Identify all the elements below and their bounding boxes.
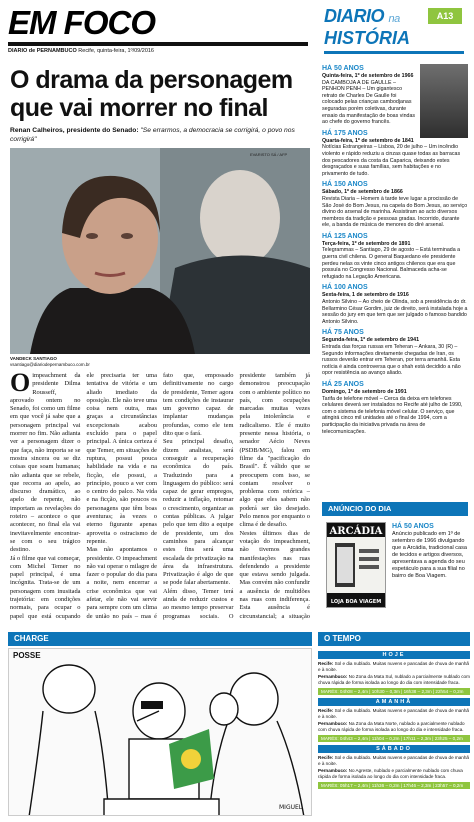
ad-brand: ARCÁDIA — [329, 526, 383, 537]
cartoon-illustration — [9, 649, 312, 816]
cartoon-panel — [8, 648, 312, 816]
history-date: Domingo, 1º de setembro de 1991 — [322, 388, 407, 395]
history-text: Tarifa de telefone móvel – Cerca da deixa em telefones celulares deverá ser instalados no Recife até julho de 1990, com o sistema de telefonia móvel celular. O serviço, que atingirá cinco mil unidades até o final de 1994, com a participação da iniciativa privada na área de telecomunicações. — [322, 395, 463, 435]
tide-times: MARÉS: 04h08 – 2,4m | 10h30 – 0,3m | 16h38 – 2,3m | 22h54 – 0,2m — [318, 688, 470, 695]
history-ago: HÁ 75 ANOS — [322, 329, 364, 337]
article-paragraph: Seu principal desafio, dizem analistas, será conseguir a recuperação econômica do país. Traduzindo para a linguagem do público: será capaz de gerar empregos, reduzir a inflação, retomar o crescimento, organizar as contas públicas. A julgar pelo que tem dito a equipe de presidente, um dos caminhos para alcançar estes fins será uma escalada de privatização na área da infraestrutura. Privatização é algo de que se pode falar abertamente. — [163, 438, 234, 587]
history-entry — [322, 180, 468, 229]
deck-quote: "Se errarmos, a democracia se corrigirá, o povo nos corrigirá" — [10, 127, 295, 143]
weather-day-label: SÁBADO — [318, 745, 470, 753]
history-rule — [324, 51, 464, 54]
weather-forecast — [318, 648, 470, 790]
weather-day — [318, 745, 470, 789]
tide-times: MARÉS: 04h43 – 2,4m | 11h04 – 0,2m | 17h11 – 2,3m | 23h25 – 0,2m — [318, 735, 470, 742]
weather-day — [318, 698, 470, 742]
history-text: Notícias Estrangeiras – Lisboa, 20 de julho – Um incêndio violento e rápido reduziu a cinzas quase todas as barracas dos pescadores da costa da Caparica, deixando estes desgraçados e suas famílias, sem habitações e no privamento de tudo. — [322, 144, 461, 177]
article-paragraph: Oimpeachment da presidente Dilma Rousseff, aprovado ontem no Senado, foi como um filme em que você já sabe que a personagem principal vai morrer no fim. Não adianta ver a personagem dizer o que faça, não importa se se mostra sincera ou se diz coisas que soam humanas; não adianta que se rebele, que recorra ao apelo, ao discurso dramático, ao apelo de repente, não importam as revelações do roteiro – acontece o que acontecer, no final ela vai inevitavelmente encontrar-se com o seu trágico destino. — [10, 372, 81, 554]
history-brand: DIARIO na — [324, 6, 400, 26]
cartoon-caption: POSSE — [13, 651, 41, 660]
history-date: Sexta-feira, 1 de setembro de 1916 — [322, 292, 409, 299]
history-brand-line2: HISTÓRIA — [324, 28, 411, 48]
article-deck — [10, 126, 310, 144]
author-name: VANDECK SANTIAGO — [10, 356, 57, 361]
article-body — [10, 372, 310, 624]
history-date: Terça-feira, 1º de setembro de 1891 — [322, 240, 411, 247]
weather-day-label: HOJE — [318, 651, 470, 659]
article-paragraph: Além disso, Temer terá ainda de reduzir custos e ao mesmo tempo preservar programas sociais. O presidente também já demonstrou preocupação com o ambiente político no país, com ocupações marcadas muitas vezes pela intolerância e radicalismo. Ele é muito presente nessa história, o senador Aécio Neves (PSDB/MG), falou em filme da "pacificação do Brasil". É válido que se preocupem com isso, se contam resolver o problema com retórica – algo que eles sabem não poderá ser tão desejado. Pelo menos por enquanto o clima é de desafio. — [163, 372, 310, 620]
page-number-badge: A13 — [428, 8, 462, 24]
drop-cap: O — [10, 372, 31, 397]
history-entries — [322, 64, 468, 492]
weather-line: Pernambuco: Na Zona da Mata Norte, nublado a parcialmente nublado com chuva rápida de forma isolada ao longo do dia e intensidade fraca. — [318, 721, 465, 732]
article-paragraph: Já o filme que vai começar, com Michel Temer no papel principal, é uma incógnita. Trata-se de um personagem com inusitada trajetória: em condições normais, para ocupar o papel que está ocupando ele precisaria ter uma tentativa de vitória e um aliado imediato da oposição. Ele não teve uma coisa nem outra, mas graças a circunstâncias excepcionais acabou excluído para o papel principal. A única certeza é que Temer, em situações de ruptura, possui pouca habilidade na vida e na ficção, ele possui, a princípio, pouco a ver com o centro do palco. Na vida e na ficção, são poucos os personagens que têm boas aventuras; às vezes o eterno figurante apenas aproveita o ostracismo de repente. — [10, 372, 157, 620]
ad-description — [392, 522, 468, 580]
arcadia-ad-image — [326, 522, 386, 608]
history-date: Segunda-feira, 1º de setembro de 1941 — [322, 337, 420, 344]
history-ago: HÁ 100 ANOS — [322, 284, 368, 292]
history-date: Sábado, 1º de setembro de 1866 — [322, 189, 403, 196]
ad-ago: HÁ 50 ANOS — [392, 523, 434, 530]
weather-line: Pernambuco: No Agreste, nublado e parcialmente nublado com chuva rápida de forma isolada ao longo do dia com intensidade fraca. — [318, 768, 463, 779]
history-text: Telegrammas – Santiago, 29 de agosto – Está terminada a guerra civil chilena. O general Baquedano ele presidente perdeu nelas os vinte cinco antigos chilenos que era que possuía no Congresso Nacional. Balmaceda acha-se refugiado na Legação Americana. — [322, 247, 461, 280]
author-byline — [10, 356, 310, 368]
history-entry — [322, 328, 468, 377]
weather-day — [318, 651, 470, 695]
history-text: Revista Diaria – Homem à tarde teve lugar a procissão de São José do Bom Jesus, na capela do Bom Jesus, ao serviço divino do arsenal de marinha. Assistiram ao acto diversos membros da tradição e pessoas gradas. Incorrido, durante ele, a banda de música de menores do diré arsenal. — [322, 195, 468, 229]
history-entry — [322, 232, 468, 281]
article-photo — [10, 148, 310, 354]
edition-date: Recife, quinta-feira, 1º/09/2016 — [78, 48, 154, 54]
history-date: Quinta-feira, 1º de setembro de 1966 — [322, 73, 414, 79]
history-text: Entrada das forças russas em Teheran – Ankara, 30 (R) – Segundo informações diretamente chegadas de Iran, os russos deverão entrar em Teheran, por terra amanhã. Esta notícia é ainda controversa que o shah está decidido a não opor resistência ao avanço aliado. — [322, 344, 461, 377]
weather-day-label: AMANHÃ — [318, 698, 470, 706]
photo-credit: EVARISTO SÁ / AFP — [250, 152, 288, 157]
history-text: DA CAMBOJA A DE GAULLE – PENHON PENH – Um gigantesco retrato de Charles De Gaulle foi colocado pelas crianças cambodjanas seguradas porém coletivas, durante ensaio da manifestação de boas vindas ao chefe do governo francês. — [322, 79, 416, 126]
section-header — [8, 6, 308, 64]
history-date: Quarta-feira, 1º de setembro de 1841 — [322, 137, 414, 144]
section-title: EM FOCO — [8, 4, 155, 41]
weather-line: Recife: Sol e dia nublado. Muitas nuvens e pancadas de chuva de manhã e à noite. — [318, 708, 469, 719]
ad-text: Anúncio publicado em 1º de setembro de 1966 divulgando que a Arcádia, tradicional casa de tecidos e artigos diversos, apresentava a agenda do seu espetáculo para a sua filial no bairro de Boa Viagem. — [392, 531, 467, 579]
ad-illustration — [327, 523, 385, 607]
author-email: vsantiago@diariodepernambuco.com.br — [10, 362, 90, 367]
history-ago: HÁ 175 ANOS — [322, 129, 368, 137]
article-paragraph: Nestes últimos dias de votação do impeachment, não tivemos grandes manifestações nas ruas defendendo a presidente que estava sendo julgada. Mas convém não confundir a ausência de multidões nas ruas com indiferença. Esta ausência é circunstancial; a situação — [239, 529, 310, 620]
tide-times: MARÉS: 05h17 – 2,4m | 11h36 – 0,2m | 17h46 – 2,3m | 23h57 – 0,2m — [318, 782, 470, 789]
history-entry — [322, 283, 468, 325]
ad-of-day-header: ANÚNCIO DO DIA — [322, 502, 468, 516]
history-ago: HÁ 125 ANOS — [322, 232, 368, 240]
cartoon-header: CHARGE — [8, 632, 312, 646]
history-entry — [322, 64, 468, 126]
article-headline: O drama da personagem que vai morrer no final — [10, 66, 293, 122]
weather-line: Recife: Sol e dia nublado. Muitas nuvens e pancadas de chuva de manhã e à noite. — [318, 661, 469, 672]
history-ago: HÁ 150 ANOS — [322, 181, 368, 189]
cartoonist-signature: MIGUEL — [279, 804, 303, 811]
weather-line: Recife: Sol e dia nublado. Muitas nuvens e pancadas de chuva de manhã e à noite. — [318, 755, 469, 766]
history-section-header — [316, 6, 474, 64]
article-paragraph: Mas não apontamos o presidente. O impeachment não vai operar o milagre de fazer o popular do dia para a noite, nem encerrar a crise econômica que vai afetar, ele não vai servir para sempre com um clima de união no país – mas é fato que, empossado definitivamente no cargo de presidente, Temer agora tem condições de instaurar um governo capaz de implantar mudanças profundas, como ele tem dito que o fará. — [86, 372, 234, 620]
de-gaulle-photo — [420, 64, 468, 138]
ad-store: LOJA BOA VIAGEM — [330, 599, 382, 605]
history-text: Antonio Silvino – Ao cheio de Olinda, sob a presidência do dr. Bellarmino César Gordim, juiz de direito, será instalada hoje a sessão do jury em que tem que ser julgado o famoso bandido Antonio Silvino. — [322, 299, 468, 325]
newspaper-brand: DIARIO de PERNAMBUCO — [8, 48, 77, 54]
history-ago: HÁ 50 ANOS — [322, 65, 364, 72]
weather-line: Pernambuco: No Zona da Mata Sul, nublado a parcialmente nublado com chuva rápida de forma isolada ao longo do dia com intensidade fraca. — [318, 674, 470, 685]
deck-author: Renan Calheiros, presidente do Senado: — [10, 127, 139, 134]
weather-header: O TEMPO — [318, 632, 470, 646]
dilma-photo-illustration — [10, 148, 310, 354]
edition-line — [8, 48, 154, 54]
history-entry — [322, 380, 468, 435]
header-rule — [8, 42, 308, 46]
history-ago: HÁ 25 ANOS — [322, 380, 364, 388]
